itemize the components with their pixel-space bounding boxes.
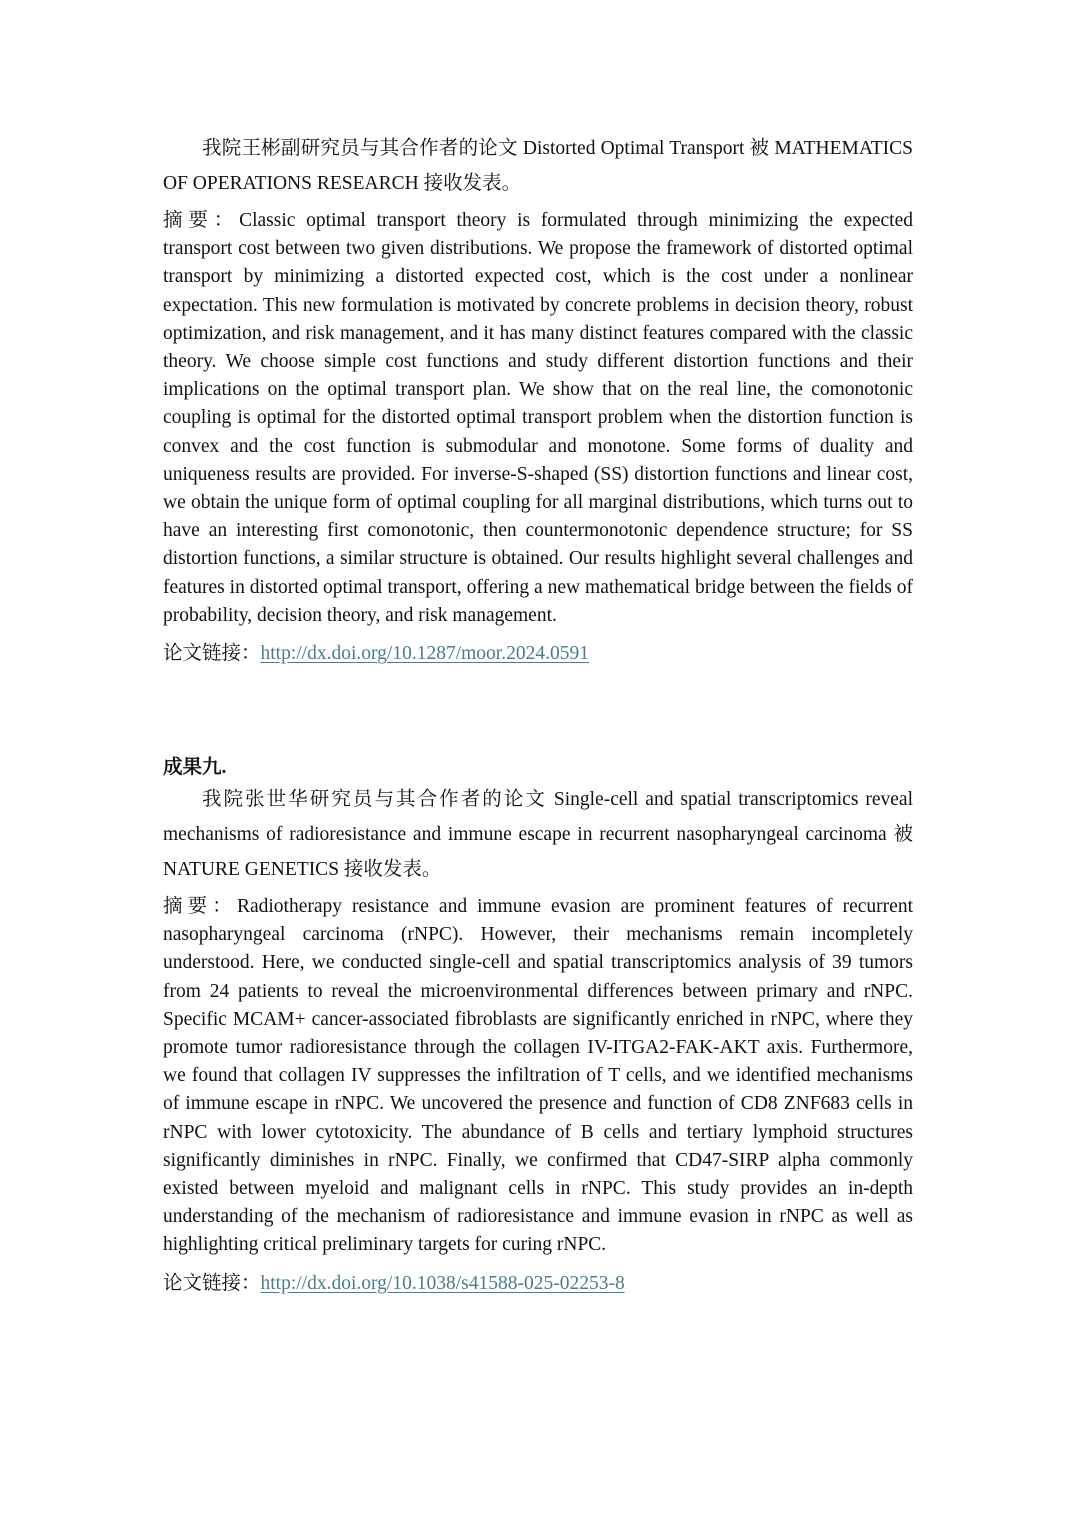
section-achievement-nine	[163, 754, 913, 1298]
link-label: 论文链接：	[163, 1272, 261, 1294]
abstract-label: 摘要：	[163, 896, 237, 917]
abstract-text: Radiotherapy resistance and immune evasion are prominent features of recurrent nasopharyngeal carcinoma (rNPC). However, their mechanisms remain incompletely understood. Here, we conducted single-cell and spatial transcriptomics analysis of 39 tumors from 24 patients to reveal the microenvironmental differences between primary and rNPC. Specific MCAM+ cancer-associated fibroblasts are significantly enriched in rNPC, where they promote tumor radioresistance through the collagen IV-ITGA2-FAK-AKT axis. Furthermore, we found that collagen IV suppresses the infiltration of T cells, and we identified mechanisms of immune escape in rNPC. We uncovered the presence and function of CD8 ZNF683 cells in rNPC with lower cytotoxicity. The abundance of B cells and tertiary lymphoid structures significantly diminishes in rNPC. Finally, we confirmed that CD47-SIRP alpha commonly existed between myeloid and malignant cells in rNPC. This study provides an in-depth understanding of the mechanism of radioresistance and immune evasion in rNPC as well as highlighting critical preliminary targets for curing rNPC.	[163, 896, 913, 1256]
abstract-paragraph	[163, 207, 913, 630]
paper-doi-link[interactable]: http://dx.doi.org/10.1287/moor.2024.0591	[260, 643, 589, 665]
link-label: 论文链接：	[163, 643, 261, 665]
paper-link-line	[163, 640, 913, 668]
paper-announcement: 我院张世华研究员与其合作者的论文 Single-cell and spatial transcriptomics reveal mechanisms of radioresistance and immune escape in recurrent nasopharyngeal carcinoma 被 NATURE GENETICS 接收发表。	[163, 789, 913, 880]
section-distorted-optimal-transport	[163, 131, 913, 668]
section-heading: 成果九.	[163, 757, 227, 778]
paper-link-line	[163, 1270, 913, 1298]
abstract-text: Classic optimal transport theory is formulated through minimizing the expected transport cost between two given distributions. We propose the framework of distorted optimal transport by minimizing a distorted expected cost, which is the cost under a nonlinear expectation. This new formulation is motivated by concrete problems in decision theory, robust optimization, and risk management, and it has many distinct features compared with the classic theory. We choose simple cost functions and study different distortion functions and their implications on the optimal transport plan. We show that on the real line, the comonotonic coupling is optimal for the distorted optimal transport problem when the distortion function is convex and the cost function is submodular and monotone. Some forms of duality and uniqueness results are provided. For inverse-S-shaped (SS) distortion functions and linear cost, we obtain the unique form of optimal coupling for all marginal distributions, which turns out to have an interesting first comonotonic, then countermonotonic dependence structure; for SS distortion functions, a similar structure is obtained. Our results highlight several challenges and features in distorted optimal transport, offering a new mathematical bridge between the fields of probability, decision theory, and risk management.	[163, 210, 913, 626]
abstract-paragraph	[163, 893, 913, 1260]
paper-doi-link[interactable]: http://dx.doi.org/10.1038/s41588-025-02253-8	[260, 1272, 625, 1294]
abstract-label: 摘要：	[163, 210, 240, 231]
paper-announcement: 我院王彬副研究员与其合作者的论文 Distorted Optimal Transport 被 MATHEMATICS OF OPERATIONS RESEARCH 接收发表。	[163, 138, 913, 194]
